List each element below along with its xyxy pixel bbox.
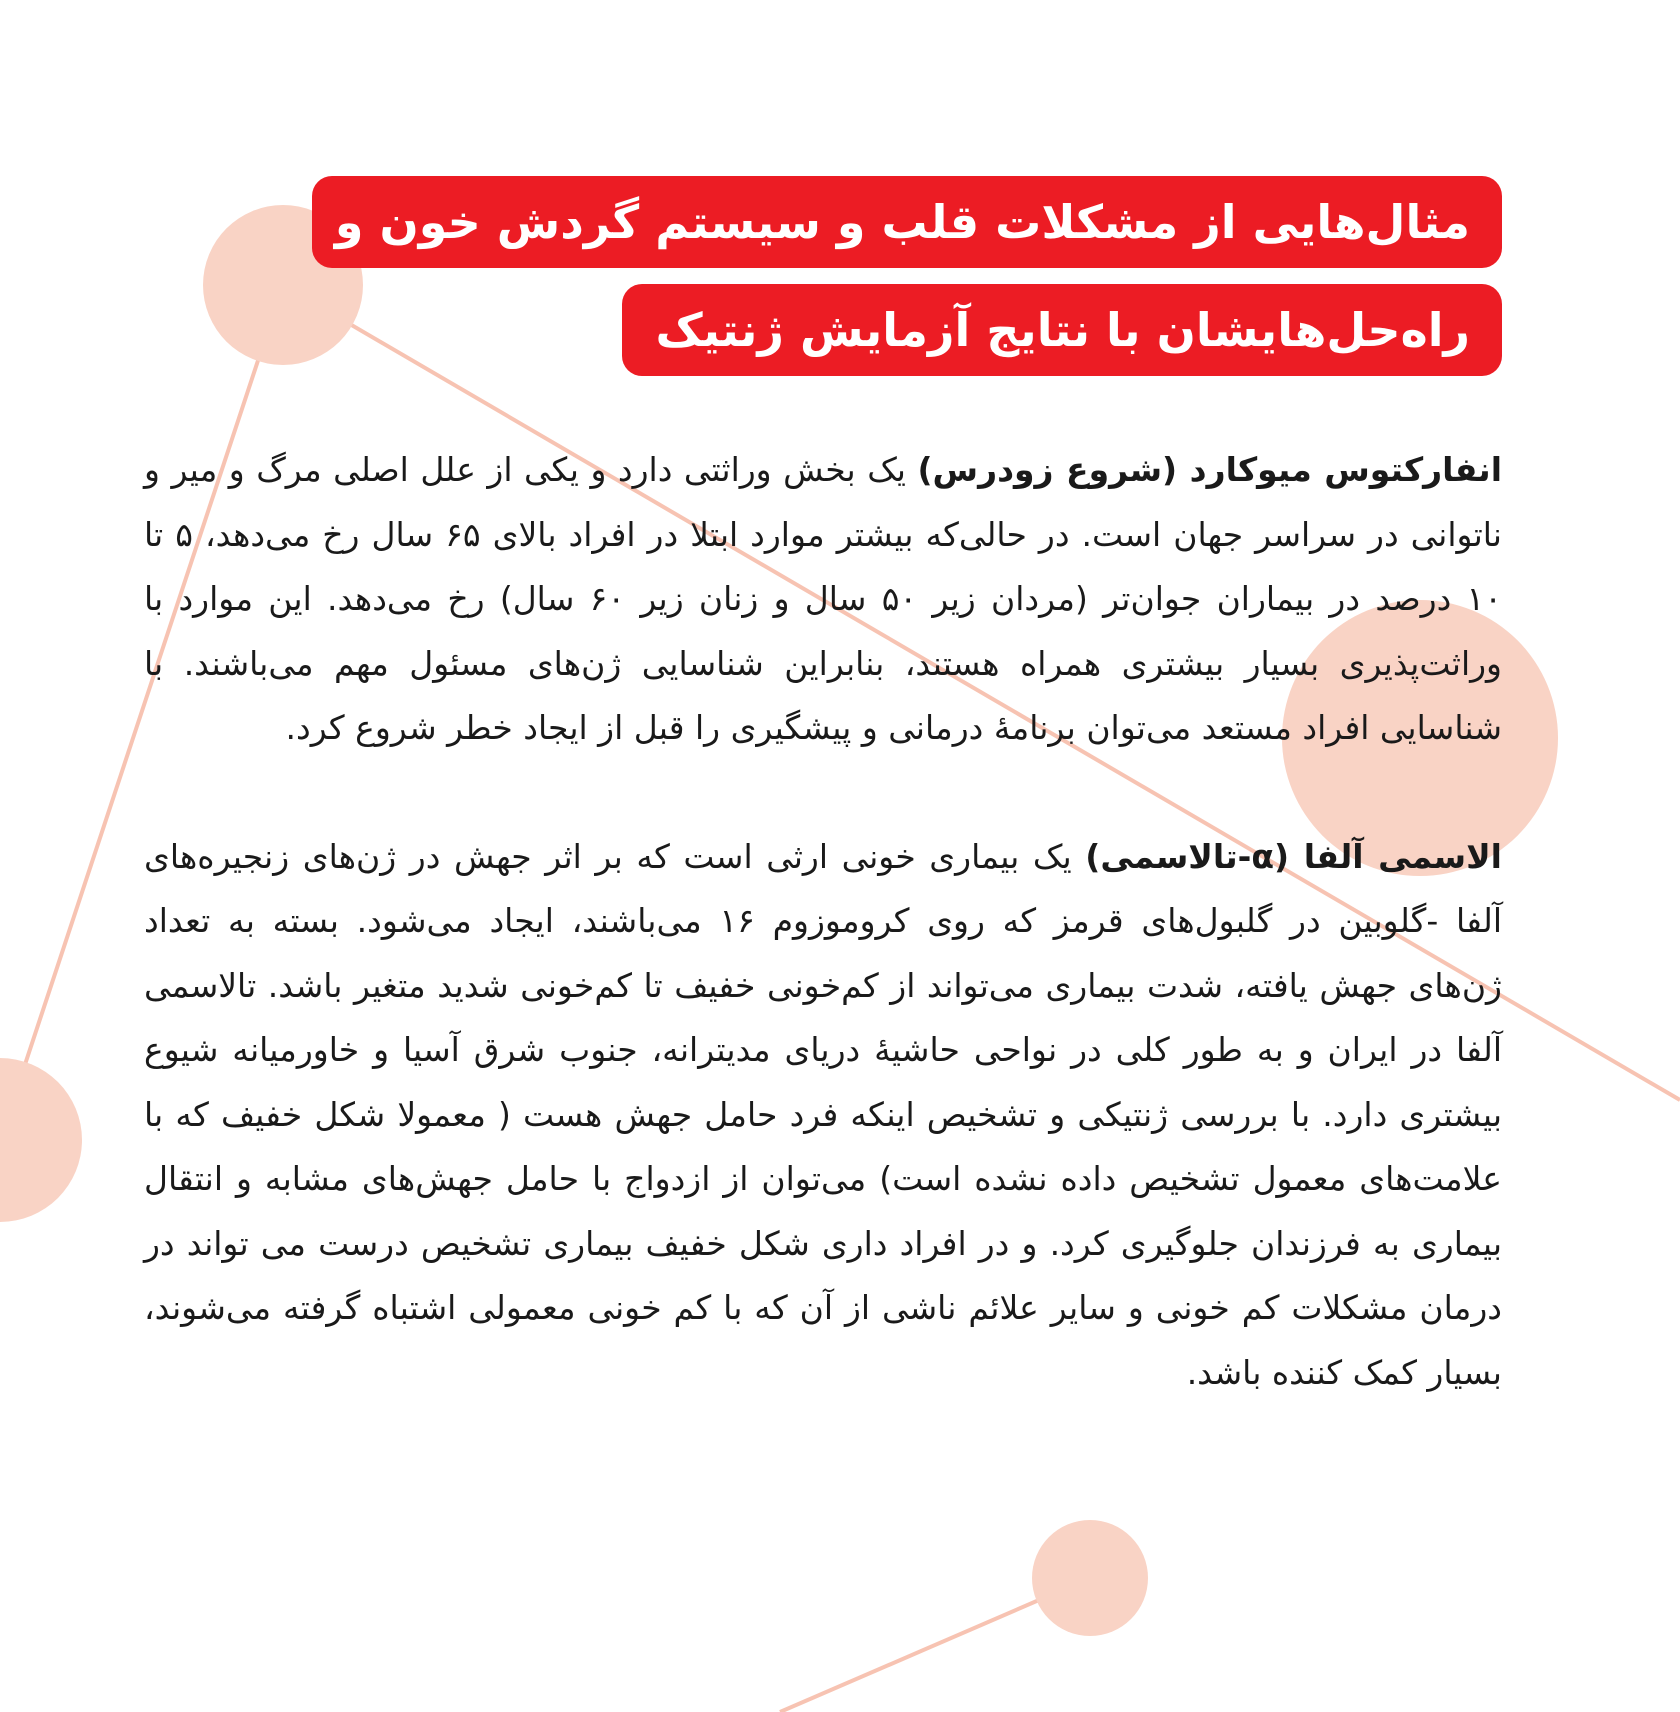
paragraph-text: یک بخش وراثتی دارد و یکی از علل اصلی مرگ و میر و ناتوانی در سراسر جهان است. در حالی‌که بیشتر موارد ابتلا در افراد بالای ۶۵ سال رخ می‌دهد، ۵ تا ۱۰ درصد در بیماران جوان‌تر (مردان زیر ۵۰ سال و زنان زیر ۶۰ سال) رخ می‌دهد. این موارد با وراثت‌پذیری بسیار بیشتری همراه هستند، بنابراین شناسایی ژن‌های مسئول مهم می‌باشند. با شناسایی افراد مستعد می‌توان برنامۀ درمانی و پیشگیری را قبل از ایجاد خطر شروع کرد. — [144, 450, 1502, 747]
term-myocardial-infarction: انفارکتوس میوکارد (شروع زودرس) — [917, 450, 1503, 489]
node-circle — [1032, 1520, 1148, 1636]
paragraph-alpha-thalassemia — [144, 825, 1502, 1406]
title-line-2: راه‌حل‌هایشان با نتایج آزمایش ژنتیک — [622, 284, 1502, 376]
article-body — [144, 438, 1502, 1405]
paragraph-text: یک بیماری خونی ارثی است که بر اثر جهش در ژن‌های زنجیره‌های آلفا -گلوبین در گلبول‌های قرمز که روی کروموزوم ۱۶ می‌باشند، ایجاد می‌شود. بسته به تعداد ژن‌های جهش یافته، شدت بیماری می‌تواند از کم‌خونی خفیف تا کم‌خونی شدید متغیر باشد. تالاسمی آلفا در ایران و به طور کلی در نواحی حاشیۀ دریای مدیترانه، جنوب شرق آسیا و خاورمیانه شیوع بیشتری دارد. با بررسی ژنتیکی و تشخیص اینکه فرد حامل جهش هست ( معمولا شکل خفیف که با علامت‌های معمول تشخیص داده نشده است) می‌توان از ازدواج با حامل جهش‌های مشابه و انتقال بیماری به فرزندان جلوگیری کرد. و در افراد داری شکل خفیف بیماری تشخیص درست می تواند در درمان مشکلات کم خونی و سایر علائم ناشی از آن که با کم خونی معمولی اشتباه گرفته می‌شوند، بسیار کمک کننده باشد. — [144, 836, 1502, 1392]
node-circle — [0, 1058, 82, 1222]
title-line-1: مثال‌هایی از مشکلات قلب و سیستم گردش خون و — [312, 176, 1502, 268]
paragraph-myocardial-infarction — [144, 438, 1502, 761]
term-alpha-thalassemia: الاسمی آلفا (α-تالاسمی) — [1085, 836, 1502, 876]
